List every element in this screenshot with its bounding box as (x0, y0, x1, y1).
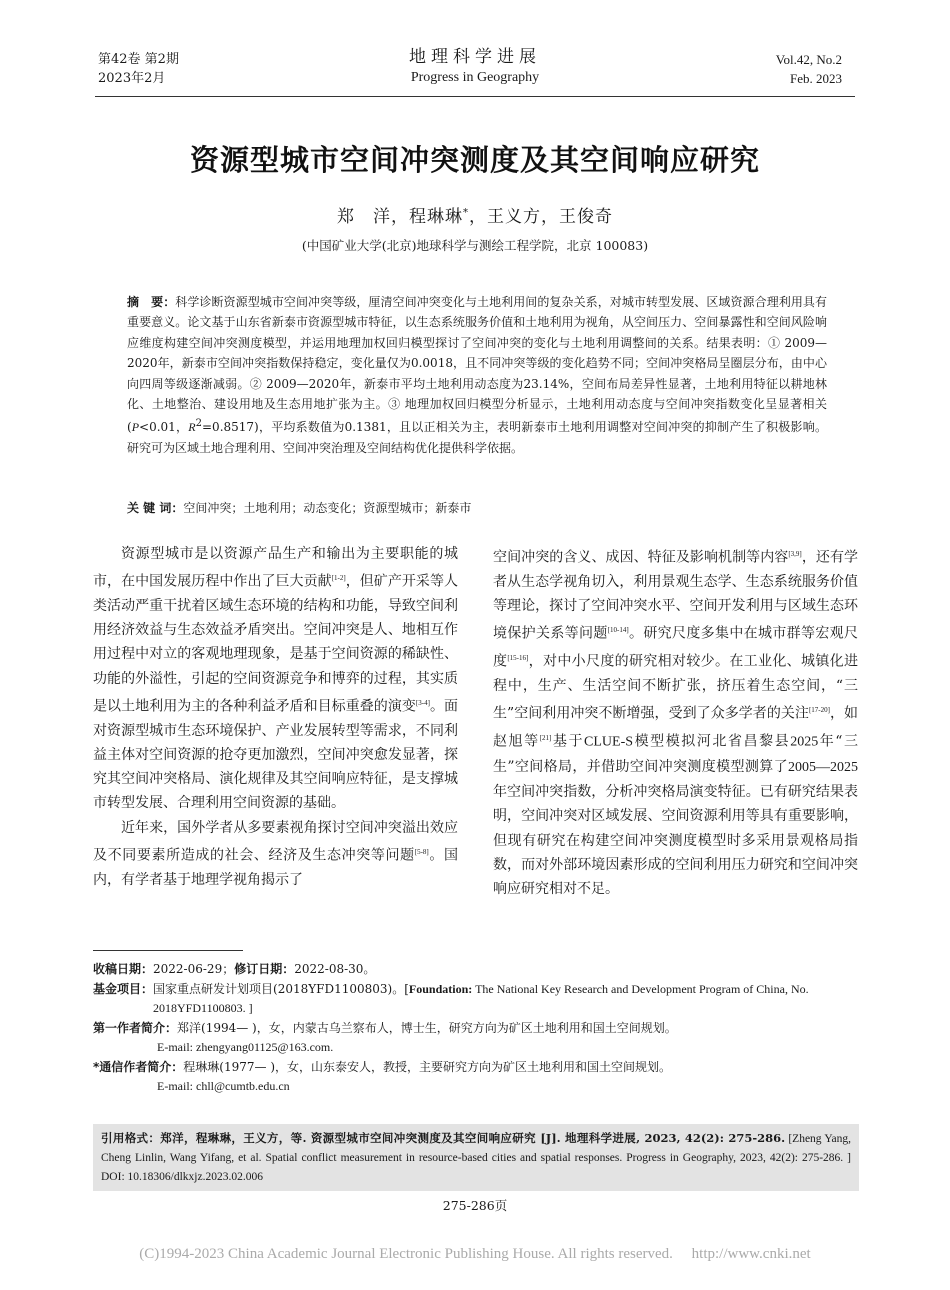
paper-title: 资源型城市空间冲突测度及其空间响应研究 (189, 143, 760, 177)
page-range: 275-286页 (442, 1198, 508, 1213)
citation-ref[interactable]: [15-16] (507, 654, 529, 663)
fund-label: 基金项目： (93, 981, 154, 996)
author-separator: ， (391, 207, 409, 227)
r-exponent: 2 (195, 418, 202, 430)
author-1: 郑 洋 (337, 207, 391, 227)
header-volume-issue: 第42卷 第2期 (98, 52, 179, 67)
revised-date: 2022-08-30。 (294, 962, 376, 976)
corr-star: * (93, 1059, 100, 1074)
body-text: 空间冲突的含义、成因、特征及影响机制等内容 (493, 549, 789, 566)
header-volume-issue-en: Vol.42, No.2 (775, 52, 842, 67)
corr-author-label: 通信作者简介： (99, 1059, 184, 1074)
body-text: 。研究尺度多集中在城市群等宏观尺度 (493, 625, 859, 670)
fund-text: 国家重点研发计划项目(2018YFD1100803)。[ (153, 981, 409, 996)
author-2: 程琳琳 (409, 207, 463, 227)
author-4: 王俊奇 (559, 207, 613, 227)
citation-ref[interactable]: [10-14] (607, 626, 629, 635)
body-text: ，对中小尺度的研究相对较少。在工业化、城镇化进程中，生产、生活空间不断扩张，挤压着生态空间，“三生”空间利用冲突不断增强，受到了众多学者的关注 (493, 653, 859, 722)
body-column-right (493, 542, 858, 901)
citation-en: [Zheng Yang, Cheng Linlin, Wang Yifang, et al. Spatial conflict measurement in resource-based cities and spatial responses. Progress in Geography, 2023, 42(2): 275-286. ] DOI: 10.18306/dlkxjz.2023.02.006 (101, 1133, 863, 1183)
body-text: 基于 (551, 733, 585, 750)
first-author-text: 郑洋(1994— )，女，内蒙古乌兰察布人，博士生，研究方向为矿区土地利用和国土空间规划。 (177, 1020, 677, 1035)
fund-en-text: The National Key Research and Development Program of China, No. 2018YFD1100803. ] (153, 981, 809, 1015)
copyright-watermark: (C)1994-2023 China Academic Journal Electronic Publishing House. All rights reserved. http://www.cnki.net (139, 1246, 811, 1262)
funding (93, 980, 858, 1019)
body-text: 。面对资源型城市生态环境保护、产业发展转型等需求，不同利益主体对空间资源的抢夺更加激烈，空间冲突愈发显著，探究其空间冲突格局、演化规律及其空间响应特征，是支撑城市转型发展、合理利用空间资源的基础。 (93, 698, 459, 812)
received-date: 2022-06-29； (153, 962, 235, 976)
author-list (0, 202, 950, 227)
first-author (93, 1019, 858, 1039)
p-symbol: P (131, 420, 140, 435)
corr-author-text: 程琳琳(1977— )，女，山东泰安人，教授，主要研究方向为矿区土地利用和国土空间规划。 (183, 1059, 672, 1074)
received-dates (93, 960, 858, 980)
first-author-label: 第一作者简介： (93, 1020, 178, 1035)
citation-cn: 郑洋，程琳琳，王义方，等. 资源型城市空间冲突测度及其空间响应研究 [J]. 地理科学进展, 2023, 42(2): 275-286. (160, 1131, 786, 1145)
body-text: ，如赵旭等 (493, 705, 859, 750)
fund-content (153, 980, 858, 1019)
citation-ref[interactable]: [21] (539, 734, 552, 743)
p-value: <0.01， (139, 420, 189, 435)
fund-en-label: Foundation: (408, 981, 473, 996)
journal-title-en: Progress in Geography (410, 70, 540, 85)
author-separator: ， (541, 207, 559, 227)
r-symbol: R (188, 420, 196, 435)
corresponding-mark: * (463, 207, 469, 219)
abstract-text-1: 科学诊断资源型城市空间冲突等级，厘清空间冲突变化与土地利用间的复杂关系，对城市转型发展、区域资源合理利用具有重要意义。论文基于山东省新泰市资源型城市特征，以生态系统服务价值和土地利用为视角，从空间压力、空间暴露性和空间风险响应维度构建空间冲突测度模型，并运用地理加权回归模型探讨了空间冲突的变化与土地利用调整间的关系。结果表明：① 2009—2020年，新泰市空间冲突指数保持稳定，变化量仅为0.0018，且不同冲突等级的变化趋势不同；空间冲突格局呈圈层分布，由中心向四周等级逐渐减弱。② 2009—2020年，新泰市平均土地利用动态度为23.14%，空间布局差异性显著，土地利用特征以耕地林化、土地整治、建设用地及生态用地扩张为主。③ 地理加权回归模型分析显示，土地利用动态度与空间冲突指数变化呈显著相关( (127, 295, 827, 435)
body-text: ，但矿产开采等人类活动严重干扰着区域生态环境的结构和功能，导致空间利用经济效益与生态效益矛盾突出。空间冲突是人、地相互作用过程中对立的客观地理现象，是基于空间资源的稀缺性、功能的外溢性，引起的空间资源竞争和博弈的过程，其实质是以土地利用为主的各种利益矛盾和目标重叠的演变 (93, 573, 459, 715)
citation-ref[interactable]: [17-20] (808, 706, 830, 715)
journal-title-cn: 地理科学进展 (409, 47, 541, 67)
header-date-en: Feb. 2023 (790, 71, 842, 86)
citation-ref[interactable]: [3,9] (788, 550, 802, 558)
body-text: 资源型城市是以资源产品生产和输出为主要职能的城市，在中国发展历程中作出了巨大贡献 (93, 546, 458, 590)
header-date-cn: 2023年2月 (98, 71, 166, 86)
body-text: 年空间冲突指数，分析冲突格局演变特征。已有研究结果表明，空间冲突对区域发展、空间资源利用等具有重要影响，但现有研究在构建空间冲突测度模型时多采用景观格局指数，而对外部环境因素形成的空间利用压力研究和空间冲突响应研究相对不足。 (493, 784, 858, 897)
citation-box (93, 1124, 863, 1191)
body-paragraph (493, 542, 858, 901)
corr-author-email[interactable]: E-mail: chll@cumtb.edu.cn (157, 1079, 290, 1093)
footnotes (93, 960, 858, 1097)
revised-label: 修订日期： (234, 962, 295, 976)
abstract (127, 292, 827, 458)
citation-ref[interactable]: [1-2] (331, 574, 346, 583)
keywords-label: 关 键 词： (127, 501, 184, 515)
body-text: 年“三生”空间格局，并借助空间冲突测度模型测算了 (493, 733, 859, 775)
year-range: 2005—2025 (788, 759, 858, 775)
author-separator: ， (469, 207, 487, 227)
keywords-text: 空间冲突；土地利用；动态变化；资源型城市；新泰市 (183, 501, 472, 515)
body-text: 。国内，有学者基于地理学视角揭示了 (93, 847, 458, 888)
year: 2025 (790, 734, 819, 750)
footnote-divider (93, 950, 243, 951)
first-author-email[interactable]: E-mail: zhengyang01125@163.com. (157, 1040, 334, 1054)
model-name: CLUE-S (584, 734, 634, 750)
body-paragraph (93, 542, 458, 816)
header-volume-en (776, 50, 842, 88)
received-label: 收稿日期： (93, 962, 154, 976)
body-text: ，还有学者从生态学视角切入，利用景观生态学、生态系统服务价值等理论，探讨了空间冲突水平、空间开发利用与区域生态环境保护关系等问题 (493, 549, 859, 642)
body-paragraph (93, 816, 458, 892)
affiliation: (中国矿业大学(北京)地球科学与测绘工程学院，北京 100083) (301, 238, 649, 253)
abstract-text-2: =0.8517)，平均系数值为0.1381，且以正相关为主，表明新泰市土地利用调整对空间冲突的抑制产生了积极影响。研究可为区域土地合理利用、空间冲突治理及空间结构优化提供科学依据。 (127, 420, 827, 455)
citation-label: 引用格式： (101, 1131, 161, 1145)
keywords (127, 498, 827, 518)
citation-ref[interactable]: [3-4] (415, 698, 430, 707)
body-text: 近年来，国外学者从多要素视角探讨空间冲突溢出效应及不同要素所造成的社会、经济及生态冲突等问题 (93, 819, 458, 864)
header-divider (95, 96, 855, 97)
abstract-label: 摘 要： (127, 295, 176, 309)
citation-ref[interactable]: [5-8] (414, 847, 429, 856)
body-text: 模型模拟河北省昌黎县 (633, 733, 791, 750)
corresponding-author (93, 1058, 858, 1078)
body-column-left (93, 542, 458, 892)
author-3: 王义方 (487, 207, 541, 227)
